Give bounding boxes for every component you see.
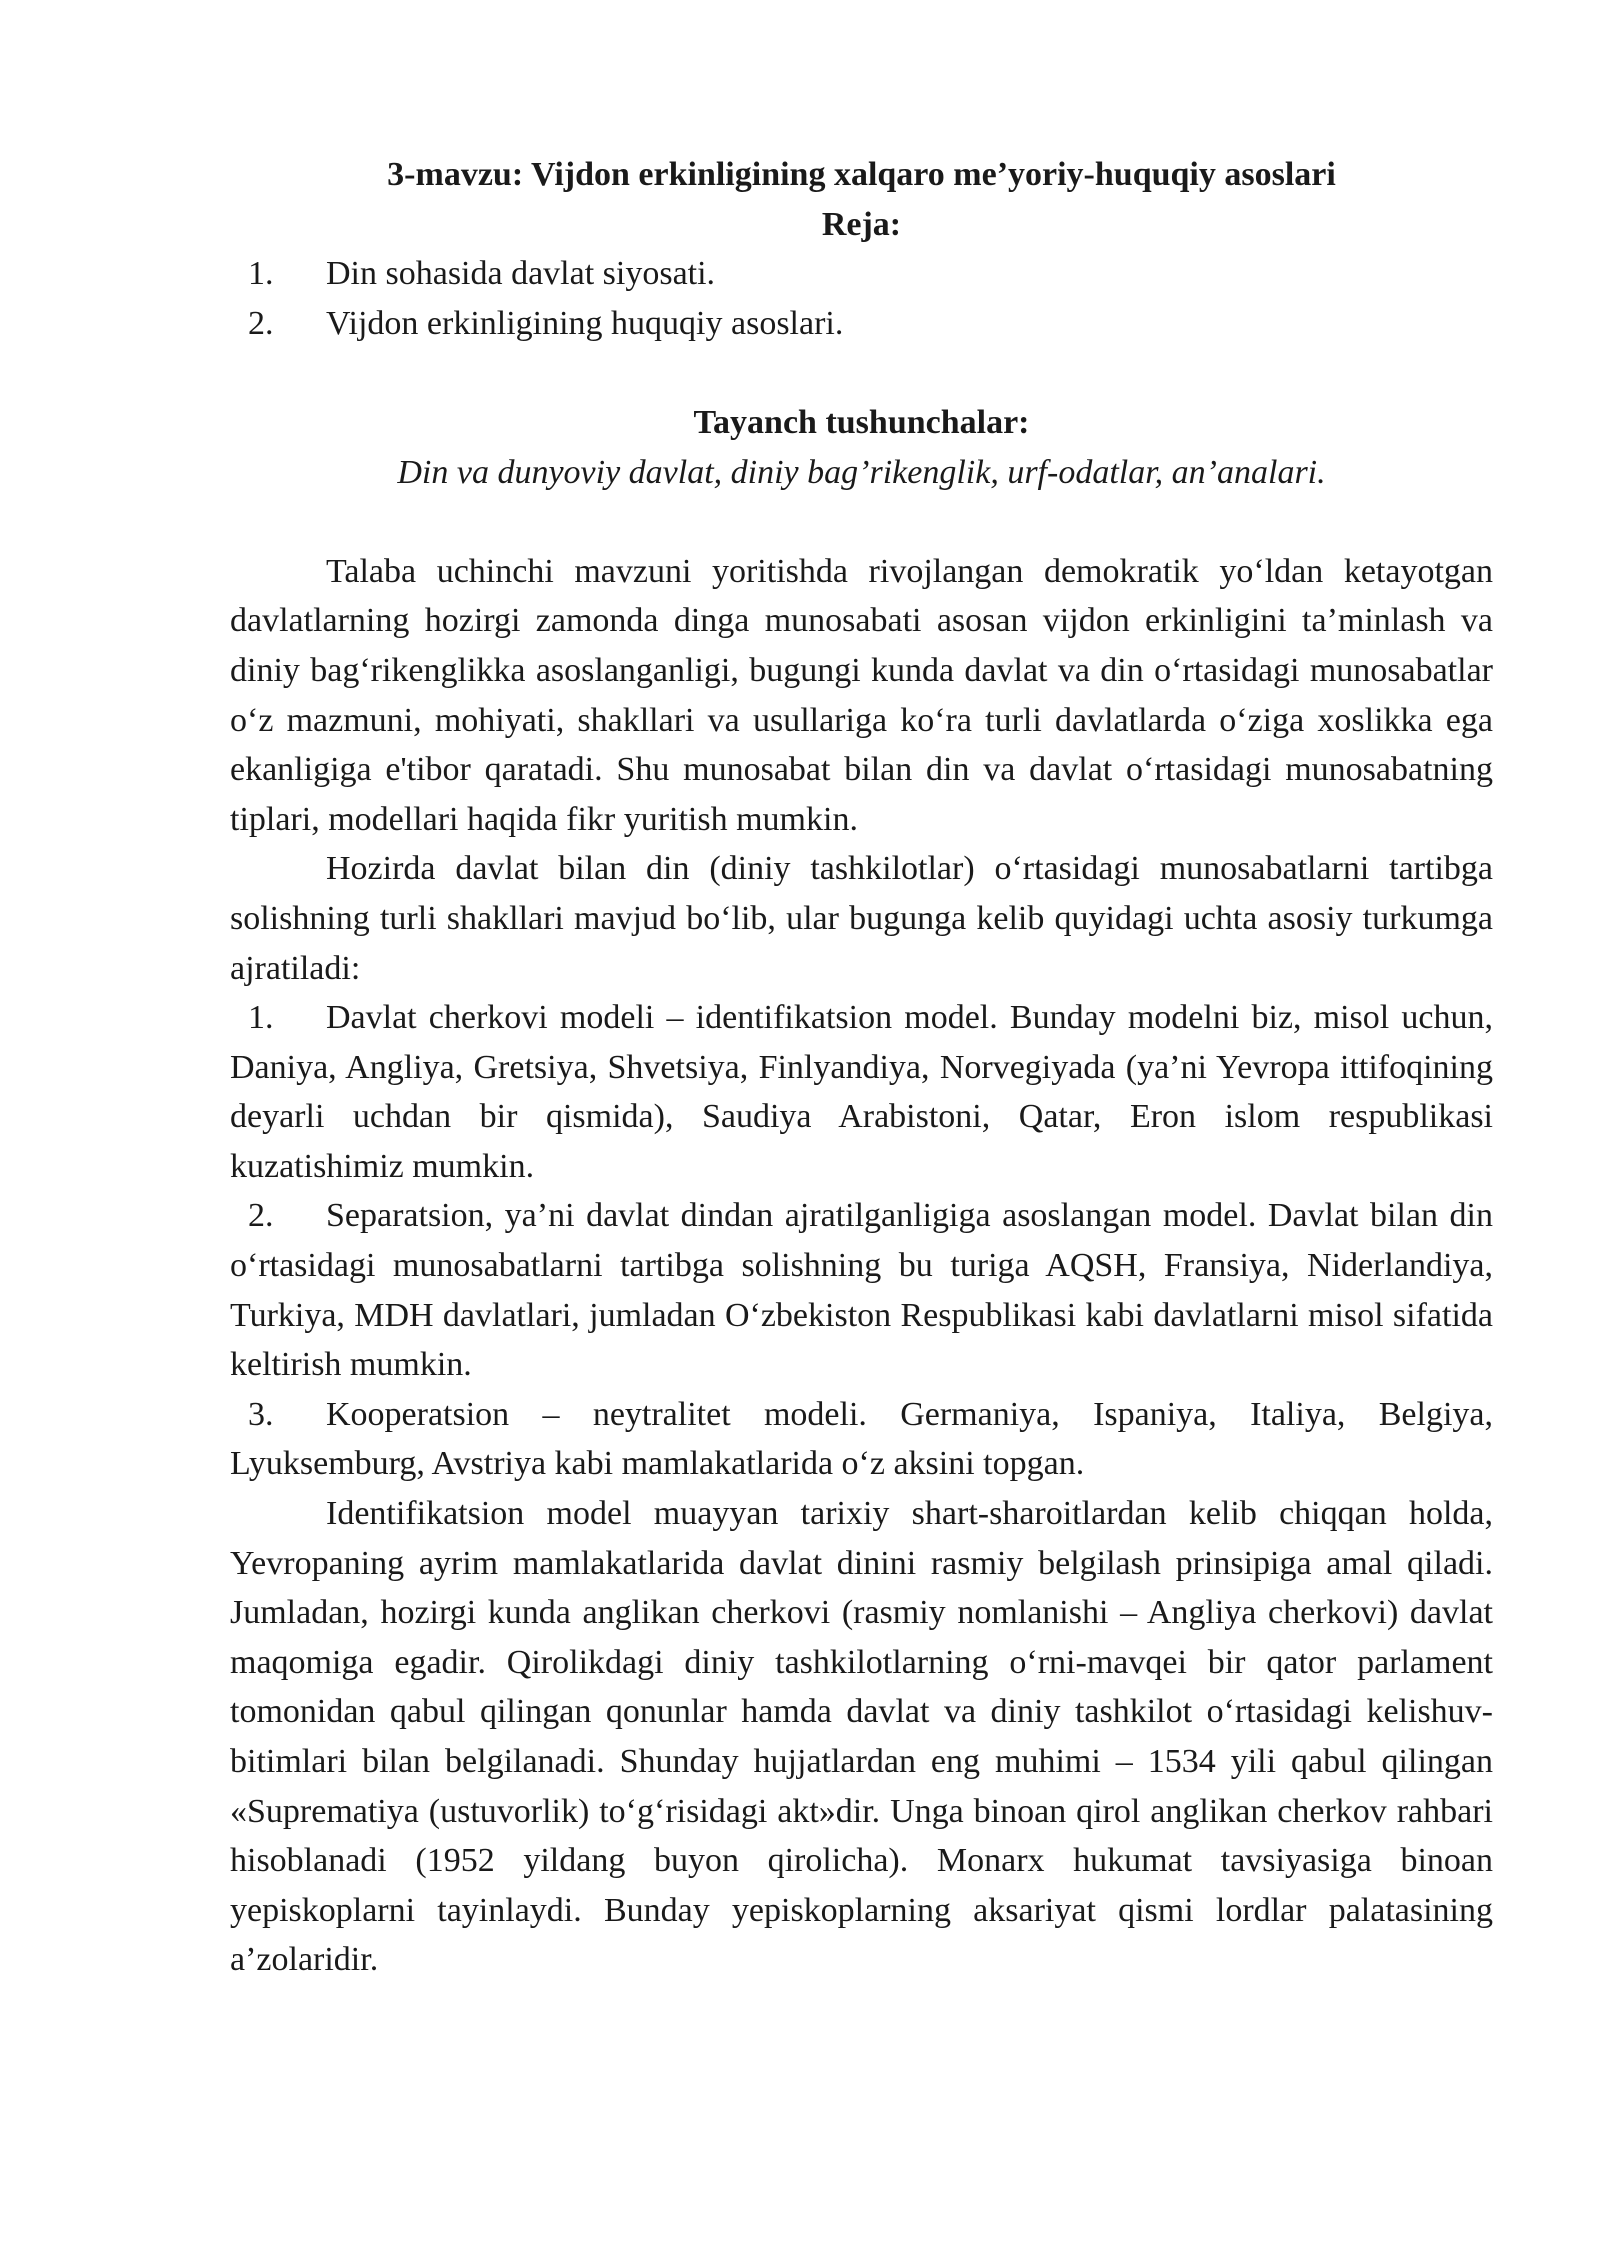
- spacer: [230, 497, 1493, 547]
- concepts-text: Din va dunyoviy davlat, diniy bag’rikenglik, urf-odatlar, an’analari.: [397, 453, 1326, 491]
- paragraph-intro: Talaba uchinchi mavzuni yoritishda rivojlangan demokratik yo‘ldan ketayotgan davlatlarning hozirgi zamonda dinga munosabati asosan vijdon erkinligini ta’minlash va diniy bag‘rikenglikka asoslanganligi, bugungi kunda davlat va din o‘rtasidagi munosabatlar o‘z mazmuni, mohiyati, shakllari va usullariga ko‘ra turli davlatlarda o‘ziga xoslikka ega ekanligiga e'tibor qaratadi. Shu munosabat bilan din va davlat o‘rtasidagi munosabatning tiplari, modellari haqida fikr yuritish mumkin.: [230, 552, 1493, 838]
- model-item: [230, 993, 1493, 1191]
- paragraph-identification-model: Identifikatsion model muayyan tarixiy shart-sharoitlardan kelib chiqqan holda, Yevropaning ayrim mamlakatlarida davlat dinini rasmiy belgilash prinsipiga amal qiladi. Jumladan, hozirgi kunda anglikan cherkovi (rasmiy nomlanishi – Angliya cherkovi) davlat maqomiga egadir. Qirolikdagi diniy tashkilotlarning o‘rni-mavqei bir qator parlament tomonidan qabul qilingan qonunlar hamda davlat va diniy tashkilot o‘rtasidagi kelishuv-bitimlari bilan belgilanadi. Shunday hujjatlardan eng muhimi – 1534 yili qabul qilingan «Suprematiya (ustuvorlik) to‘g‘risidagi akt»dir. Unga binoan qirol anglikan cherkov rahbari hisoblanadi (1952 yildang buyon qirolicha). Monarx hukumat tavsiyasiga binoan yepiskoplarni tayinlaydi. Bunday yepiskoplarning aksariyat qismi lordlar palatasining a’zolaridir.: [230, 1495, 1493, 1979]
- plan-item-number: 1.: [248, 255, 274, 293]
- plan-item-number: 2.: [248, 304, 274, 342]
- model-item: [230, 1191, 1493, 1389]
- plan-item-text: Din sohasida davlat siyosati.: [326, 255, 716, 293]
- model-item-number: 2.: [248, 1197, 274, 1235]
- plan-item: [230, 249, 1493, 299]
- model-item-text: Separatsion, ya’ni davlat dindan ajratilganligiga asoslangan model. Davlat bilan din o‘rtasidagi munosabatlarni tartibga solishning bu turiga AQSH, Fransiya, Niderlandiya, Turkiya, MDH davlatlari, jumladan O‘zbekiston Respublikasi kabi davlatlarni misol sifatida keltirish mumkin.: [230, 1197, 1493, 1384]
- plan-item-text: Vijdon erkinligining huquqiy asoslari.: [326, 304, 844, 342]
- model-item-number: 3.: [248, 1395, 274, 1433]
- paragraph-models-intro: Hozirda davlat bilan din (diniy tashkilotlar) o‘rtasidagi munosabatlarni tartibga solishning turli shakllari mavjud bo‘lib, ular bugunga kelib quyidagi uchta asosiy turkumga ajratiladi:: [230, 850, 1493, 987]
- document-title: 3-mavzu: Vijdon erkinligining xalqaro me’yoriy-huquqiy asoslari: [387, 156, 1336, 193]
- concepts-heading: Tayanch tushunchalar:: [693, 403, 1030, 441]
- plan-item: [230, 299, 1493, 349]
- model-item-text: Davlat cherkovi modeli – identifikatsion model. Bunday modelni biz, misol uchun, Daniya, Angliya, Gretsiya, Shvetsiya, Finlyandiya, Norvegiyada (ya’ni Yevropa ittifoqining deyarli uchdan bir qismida), Saudiya Arabistoni, Qatar, Eron islom respublikasi kuzatishimiz mumkin.: [230, 999, 1493, 1185]
- document-page: [230, 150, 1493, 1985]
- model-item: [230, 1390, 1493, 1489]
- plan-heading: Reja:: [821, 205, 902, 243]
- model-item-number: 1.: [248, 999, 274, 1037]
- plan-list: [230, 249, 1493, 348]
- spacer: [230, 348, 1493, 398]
- model-item-text: Kooperatsion – neytralitet modeli. Germaniya, Ispaniya, Italiya, Belgiya, Lyuksemburg, Avstriya kabi mamlakatlarida o‘z aksini topgan.: [230, 1395, 1493, 1483]
